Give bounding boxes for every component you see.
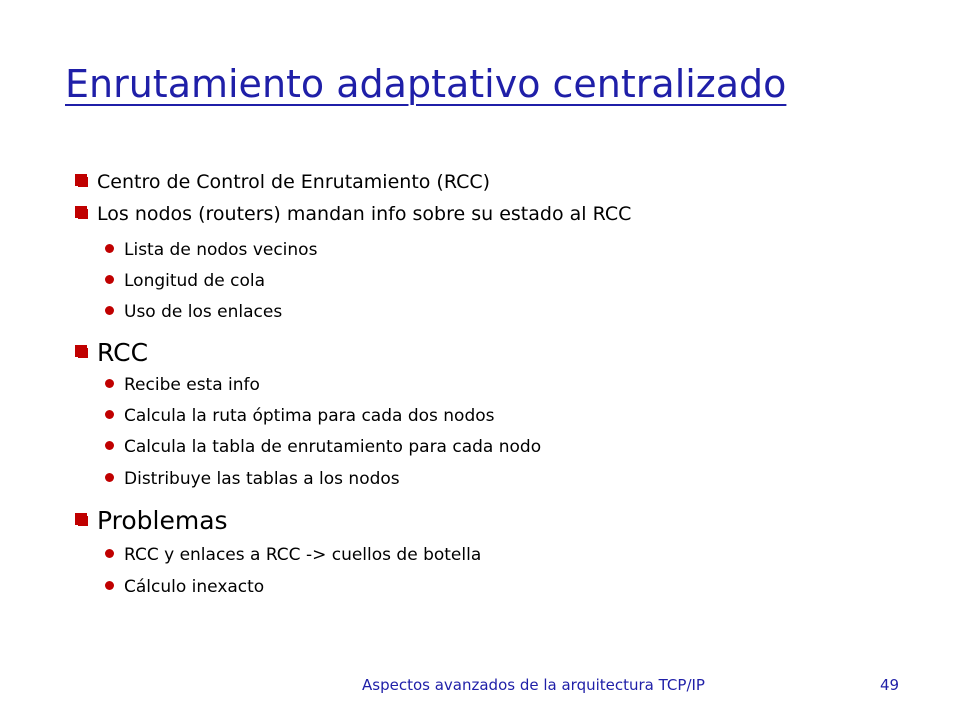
bullet-item — [75, 503, 228, 539]
page-number: 49 — [880, 676, 900, 694]
sub-bullet-item — [105, 268, 265, 294]
slide-title: Enrutamiento adaptativo centralizado — [65, 62, 787, 106]
round-bullet-icon — [105, 441, 114, 450]
bullet-item — [75, 199, 631, 229]
square-bullet-icon — [75, 513, 88, 527]
round-bullet-icon — [105, 379, 114, 388]
round-bullet-icon — [105, 306, 114, 315]
bullet-text: RCC — [97, 338, 149, 367]
sub-bullet-item — [105, 434, 541, 460]
bullet-item — [75, 335, 148, 371]
sub-bullet-text: Lista de nodos vecinos — [124, 240, 318, 260]
sub-bullet-item — [105, 466, 400, 492]
round-bullet-icon — [105, 549, 114, 558]
sub-bullet-text: Calcula la tabla de enrutamiento para cada nodo — [124, 437, 542, 457]
footer-text: Aspectos avanzados de la arquitectura TCP/IP — [362, 676, 705, 694]
bullet-text: Centro de Control de Enrutamiento (RCC) — [97, 171, 491, 193]
sub-bullet-item — [105, 372, 260, 398]
sub-bullet-text: Distribuye las tablas a los nodos — [124, 469, 400, 489]
sub-bullet-text: Longitud de cola — [124, 271, 266, 291]
sub-bullet-item — [105, 574, 264, 600]
square-bullet-icon — [75, 206, 88, 220]
square-bullet-icon — [75, 174, 88, 188]
sub-bullet-text: Uso de los enlaces — [124, 302, 283, 322]
sub-bullet-text: Cálculo inexacto — [124, 577, 265, 597]
sub-bullet-text: Calcula la ruta óptima para cada dos nodos — [124, 406, 495, 426]
sub-bullet-text: Recibe esta info — [124, 375, 260, 395]
sub-bullet-item — [105, 542, 481, 568]
bullet-text: Los nodos (routers) mandan info sobre su estado al RCC — [97, 203, 632, 225]
round-bullet-icon — [105, 581, 114, 590]
square-bullet-icon — [75, 345, 88, 359]
round-bullet-icon — [105, 473, 114, 482]
round-bullet-icon — [105, 244, 114, 253]
bullet-text: Problemas — [97, 506, 228, 535]
sub-bullet-item — [105, 237, 317, 263]
sub-bullet-text: RCC y enlaces a RCC -> cuellos de botella — [124, 545, 482, 565]
sub-bullet-item — [105, 299, 282, 325]
bullet-item — [75, 167, 490, 197]
sub-bullet-item — [105, 403, 495, 429]
round-bullet-icon — [105, 410, 114, 419]
round-bullet-icon — [105, 275, 114, 284]
